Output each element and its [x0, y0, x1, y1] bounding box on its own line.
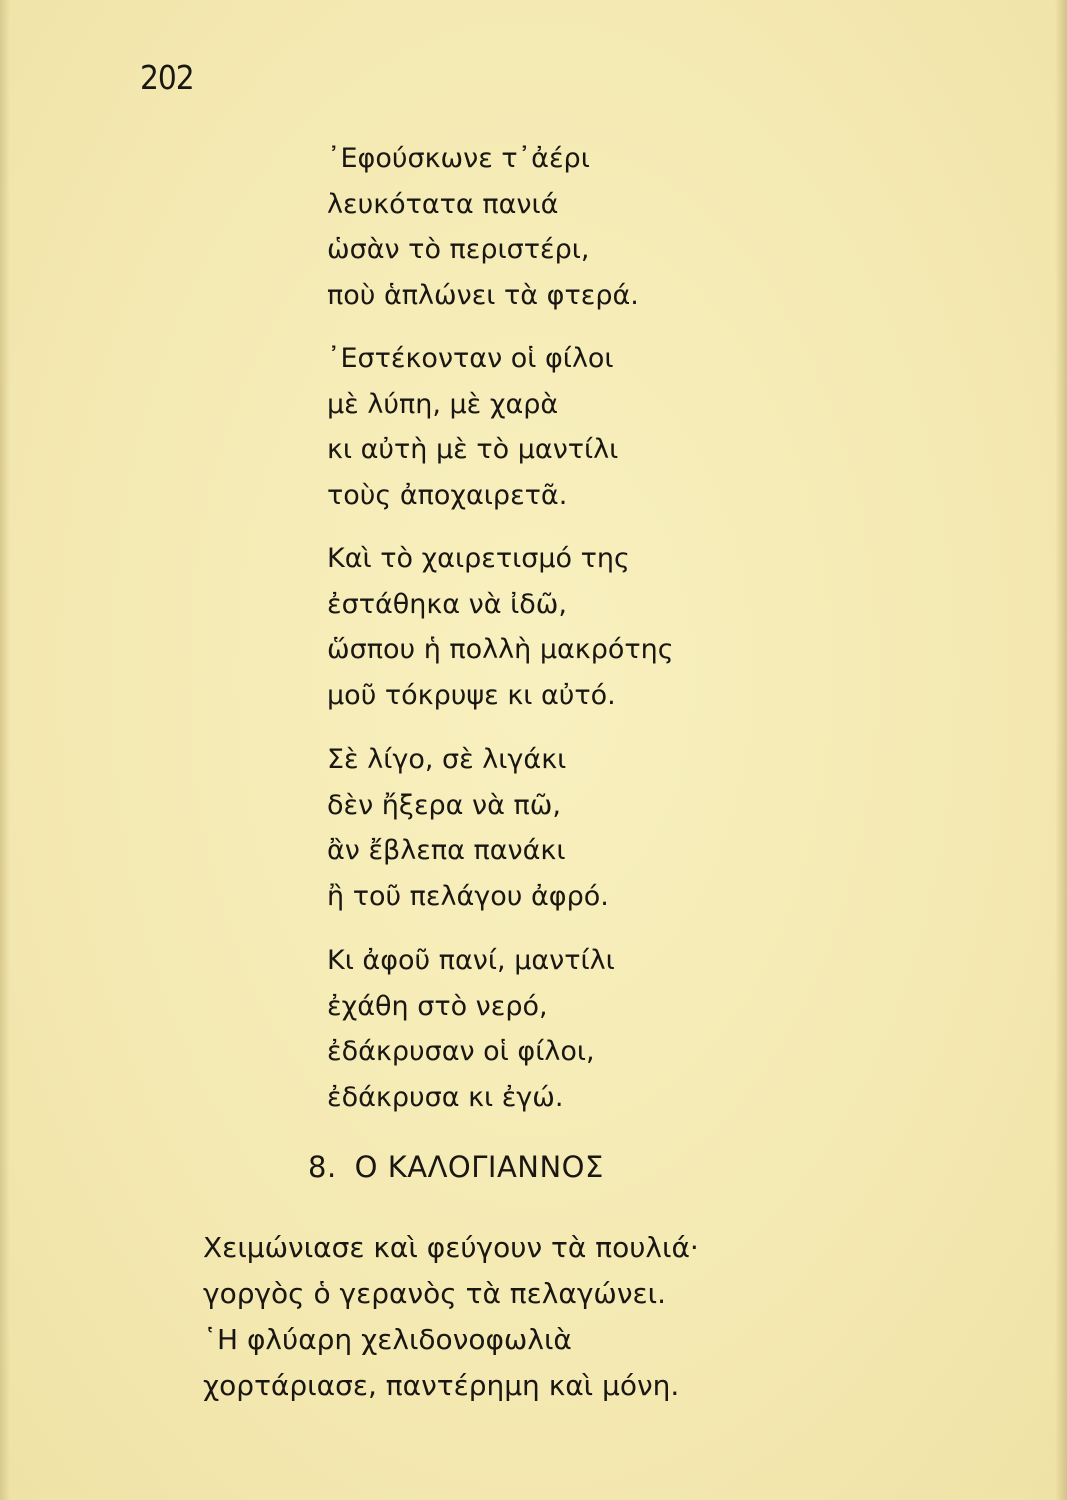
- verse-line: τοὺς ἀποχαιρετᾶ.: [327, 479, 568, 511]
- section-number: 8.: [308, 1150, 337, 1184]
- verse-line: Χειμώνιασε καὶ φεύγουν τὰ πουλιά·: [203, 1231, 699, 1264]
- stanza-1: [327, 136, 747, 318]
- verse-line: ῾Η φλύαρη χελιδονοφωλιὰ: [203, 1323, 572, 1356]
- stanza-3: [327, 536, 747, 718]
- verse-line: ἂν ἔβλεπα πανάκι: [327, 835, 566, 866]
- verse-line: ἐδάκρυσαν οἱ φίλοι,: [327, 1036, 595, 1067]
- section-poem: [203, 1225, 823, 1409]
- verse-line: ὥσπου ἡ πολλὴ μακρότης: [327, 634, 674, 665]
- section-heading: [308, 1150, 604, 1184]
- verse-line: ποὺ ἁπλώνει τὰ φτερά.: [327, 279, 639, 311]
- verse-line: Κι ἀφοῦ πανί, μαντίλι: [327, 945, 615, 976]
- verse-line: ἢ τοῦ πελάγου ἀφρό.: [327, 880, 609, 912]
- verse-line: ἐστάθηκα νὰ ἰδῶ,: [327, 588, 567, 620]
- verse-line: ᾿Εφούσκωνε τ᾿ἀέρι: [327, 143, 590, 174]
- verse-line: μοῦ τόκρυψε κι αὐτό.: [327, 679, 616, 711]
- verse-line: ἐχάθη στὸ νερό,: [327, 990, 548, 1022]
- verse-line: ἐδάκρυσα κι ἐγώ.: [327, 1081, 564, 1113]
- verse-line: Σὲ λίγο, σὲ λιγάκι: [327, 744, 567, 775]
- verse-line: χορτάριασε, παντέρημη καὶ μόνη.: [203, 1369, 680, 1402]
- verse-line: Καὶ τὸ χαιρετισμό της: [327, 543, 630, 574]
- verse-line: κι αὐτὴ μὲ τὸ μαντίλι: [327, 434, 619, 465]
- stanza-2: [327, 336, 747, 518]
- verse-line: ὡσὰν τὸ περιστέρι,: [327, 234, 590, 265]
- section-title: Ο ΚΑΛΟΓΙΑΝΝΟΣ: [354, 1150, 604, 1184]
- stanza-4: [327, 737, 747, 919]
- verse-line: γοργὸς ὁ γερανὸς τὰ πελαγώνει.: [203, 1277, 666, 1310]
- verse-line: ᾿Εστέκονταν οἱ φίλοι: [327, 343, 614, 374]
- verse-line: λευκότατα πανιά: [327, 188, 559, 220]
- page-number: 202: [140, 58, 194, 97]
- page-edge-left: [0, 0, 10, 1500]
- stanza-5: [327, 938, 747, 1120]
- verse-line: μὲ λύπη, μὲ χαρὰ: [327, 388, 559, 420]
- verse-line: δὲν ἤξερα νὰ πῶ,: [327, 789, 561, 821]
- page-edge-right: [1055, 0, 1067, 1500]
